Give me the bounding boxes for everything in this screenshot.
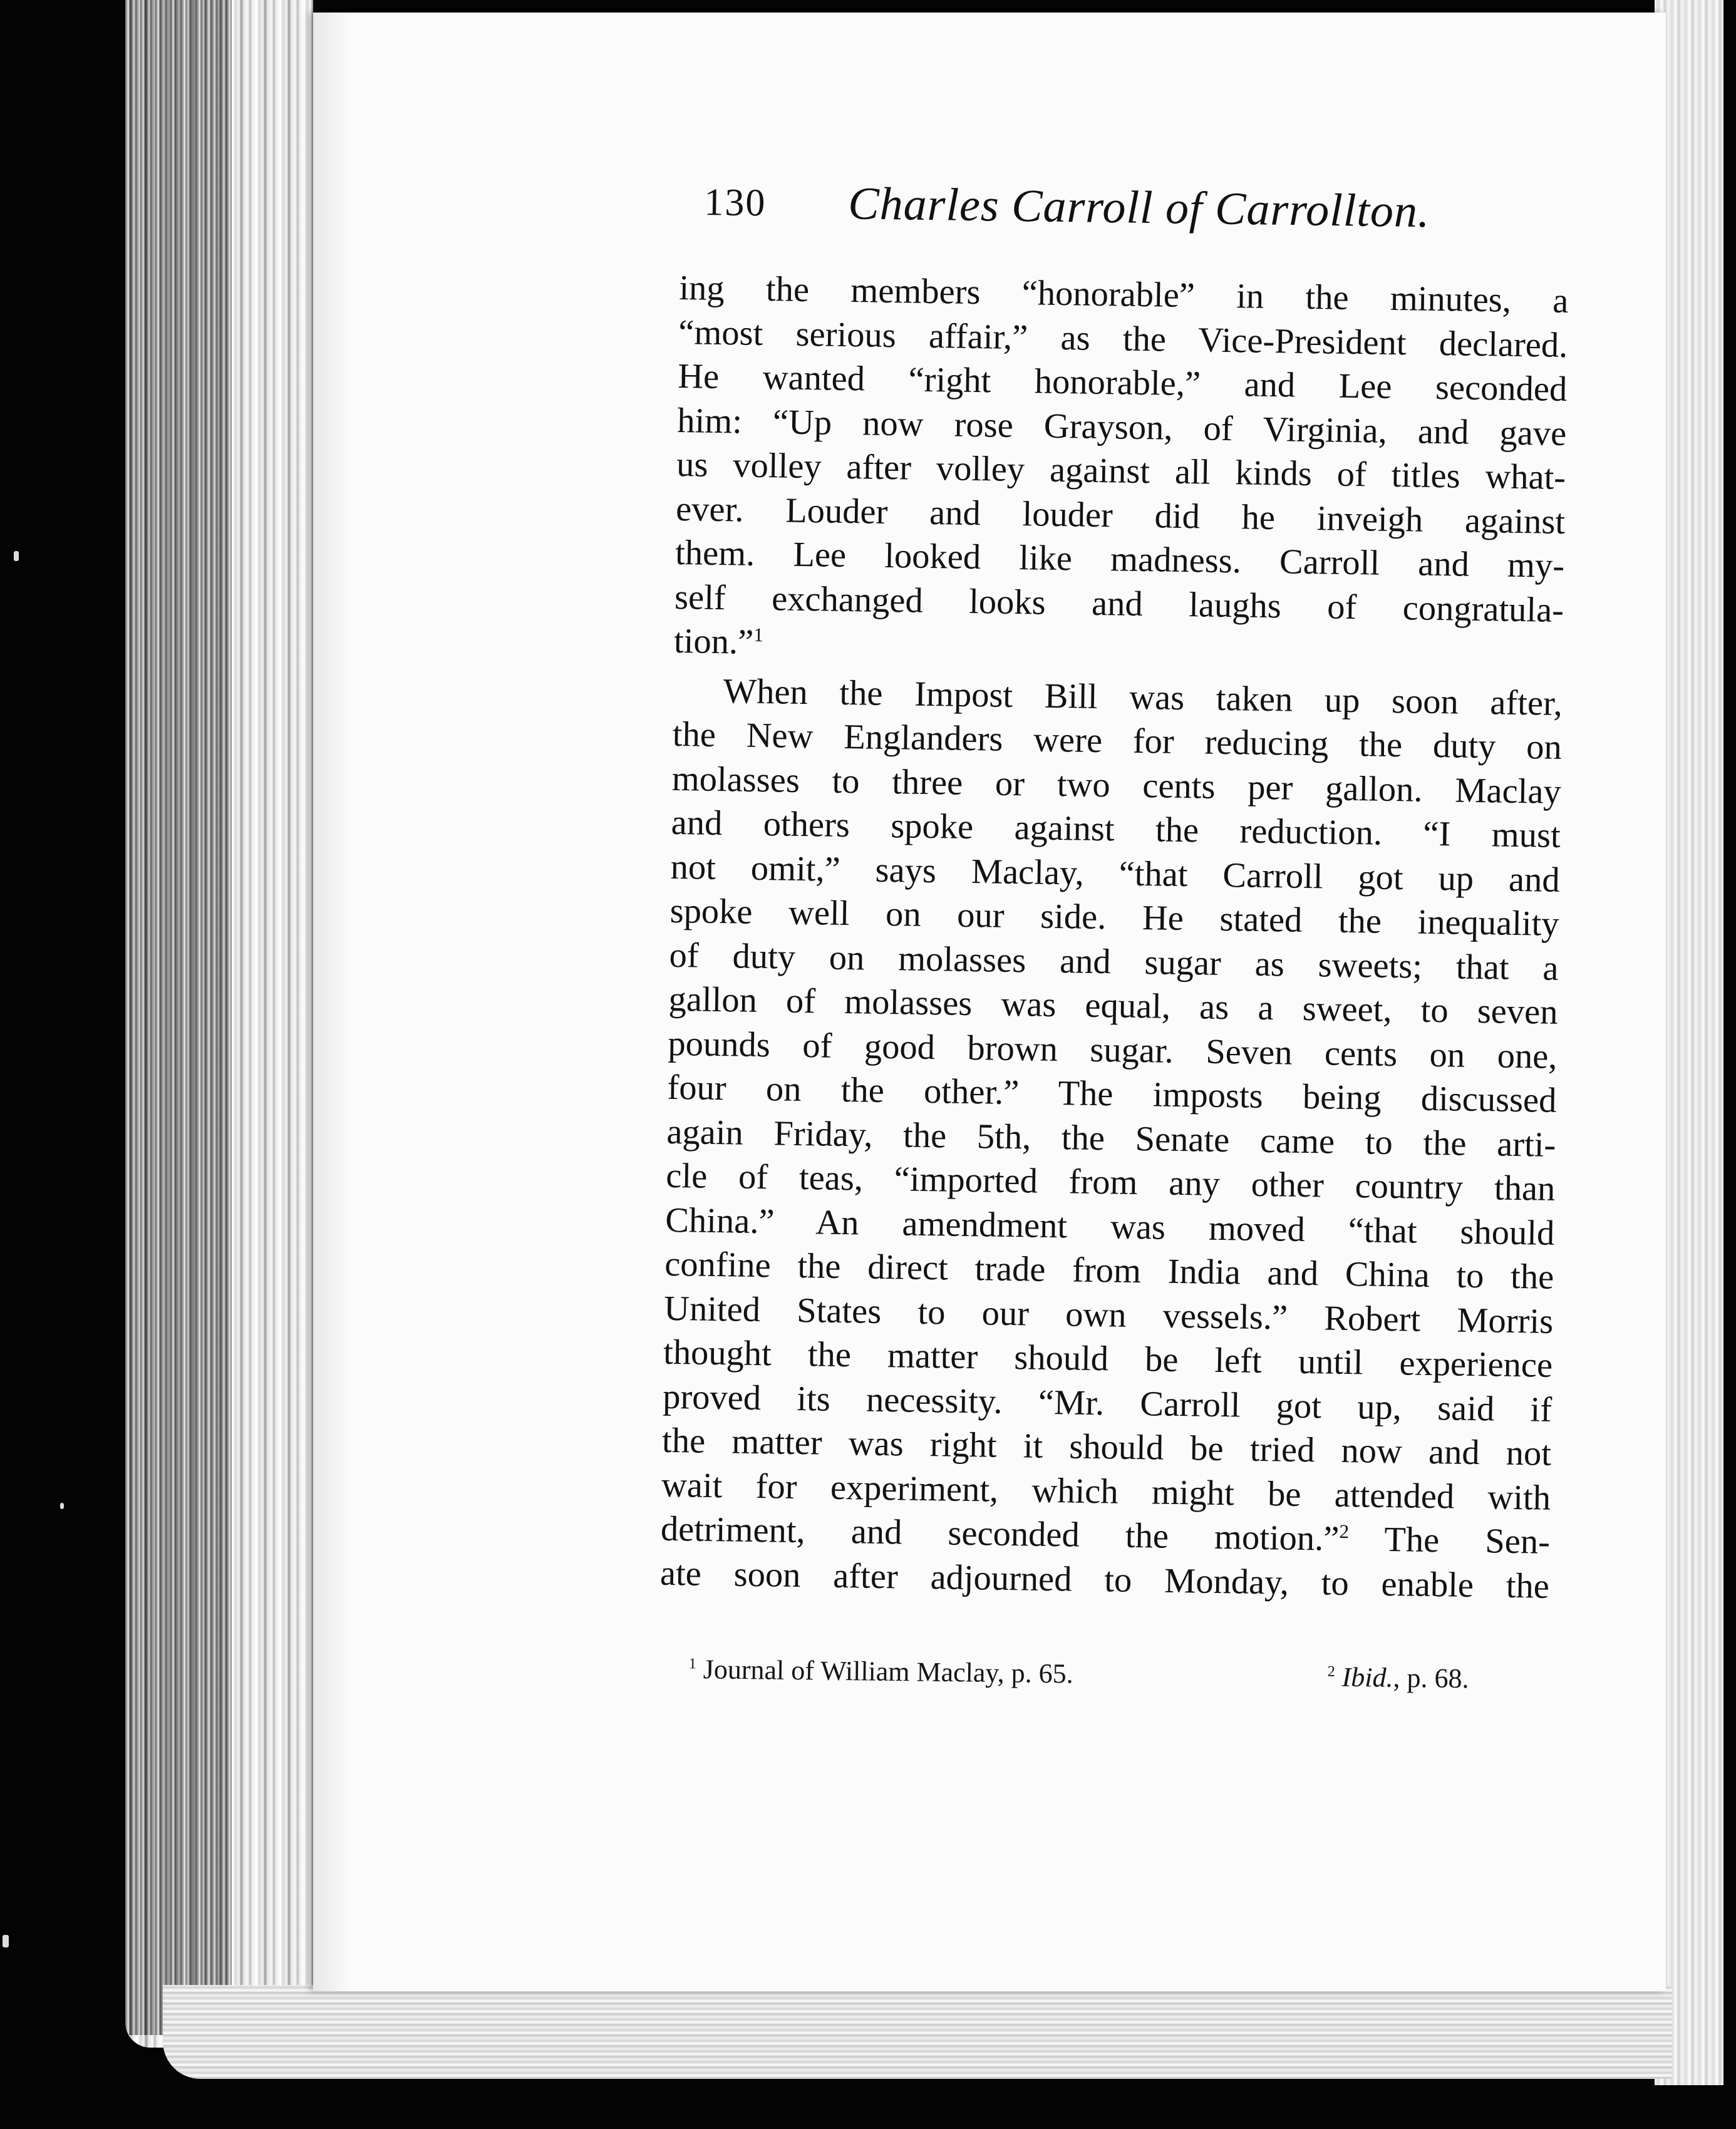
text-line: ate soon after adjourned to Monday, to enable the xyxy=(659,1554,1550,1606)
text-line: ing the members “honorable” in the minutes, a xyxy=(679,268,1569,321)
text-line: confine the direct trade from India and China to the xyxy=(664,1244,1554,1297)
text-line-content: detriment, and seconded the motion.” xyxy=(660,1509,1340,1559)
scan-speck xyxy=(60,1503,64,1509)
text-line: proved its necessity. “Mr. Carroll got up, said if xyxy=(662,1377,1553,1430)
footnote-ref-1: 1 xyxy=(753,623,764,646)
footnote-mark: 2 xyxy=(1327,1662,1335,1680)
footnote-ref-2: 2 xyxy=(1339,1520,1350,1543)
text-line: self exchanged looks and laughs of congratula- xyxy=(674,577,1564,630)
footnote-1 xyxy=(688,1653,1073,1689)
text-line: thought the matter should be left until experience xyxy=(663,1333,1553,1385)
footnote-2 xyxy=(1327,1661,1469,1694)
footnote-mark: 1 xyxy=(688,1655,697,1673)
text-line: ever. Louder and louder did he inveigh against xyxy=(675,489,1566,542)
text-line: the matter was right it should be tried now and not xyxy=(661,1421,1552,1473)
text-line: “most serious affair,” as the Vice-President declared. xyxy=(678,312,1568,365)
text-line: China.” An amendment was moved “that should xyxy=(664,1200,1555,1253)
text-line: He wanted “right honorable,” and Lee seconded xyxy=(677,356,1568,410)
text-line: again Friday, the 5th, the Senate came to the arti- xyxy=(666,1112,1556,1165)
text-line: not omit,” says Maclay, “that Carroll got up and xyxy=(670,847,1561,900)
running-head: Charles Carroll of Carrollton. xyxy=(847,178,1431,238)
paragraph-1 xyxy=(674,266,1569,676)
page-stack-shadow xyxy=(125,0,232,2035)
body-text xyxy=(660,266,1569,1609)
text-line: spoke well on our side. He stated the inequality xyxy=(669,891,1560,944)
text-line-content: tion.” xyxy=(673,621,754,662)
scan-speck xyxy=(14,551,19,561)
text-line: and others spoke against the reduction. “I must xyxy=(671,803,1561,855)
text-line: United States to our own vessels.” Robert Morris xyxy=(663,1289,1554,1341)
page-number: 130 xyxy=(703,180,767,225)
text-line: us volley after volley against all kinds of titles what- xyxy=(676,445,1566,498)
text-line: pounds of good brown sugar. Seven cents on one, xyxy=(668,1024,1558,1076)
text-line: When the Impost Bill was taken up soon after, xyxy=(723,671,1563,723)
text-line: him: “Up now rose Grayson, of Virginia, and gave xyxy=(676,401,1567,453)
text-line: molasses to three or two cents per gallon. Maclay xyxy=(671,759,1562,812)
text-line: gallon of molasses was equal, as a sweet, to seven xyxy=(668,979,1558,1032)
paragraph-2 xyxy=(660,668,1563,1608)
page-stack-bottom-edge xyxy=(163,1985,1672,2079)
text-line: wait for experiment, which might be attended with xyxy=(661,1465,1551,1518)
text-line: them. Lee looked like madness. Carroll and my- xyxy=(674,533,1565,586)
page-header xyxy=(703,175,1430,254)
text-line-suffix: The Sen- xyxy=(1383,1520,1551,1562)
text-line: four on the other.” The imposts being discussed xyxy=(667,1068,1557,1120)
footnote-text: Journal of William Maclay, p. 65. xyxy=(703,1654,1073,1689)
footnote-ibid: Ibid. xyxy=(1341,1661,1393,1693)
text-line: cle of teas, “imported from any other country than xyxy=(665,1156,1556,1209)
text-line: of duty on molasses and sugar as sweets; that a xyxy=(669,936,1559,988)
footnote-text: , p. 68. xyxy=(1393,1662,1469,1694)
text-line: the New Englanders were for reducing the duty on xyxy=(672,714,1563,767)
scan-speck xyxy=(3,1935,9,1947)
